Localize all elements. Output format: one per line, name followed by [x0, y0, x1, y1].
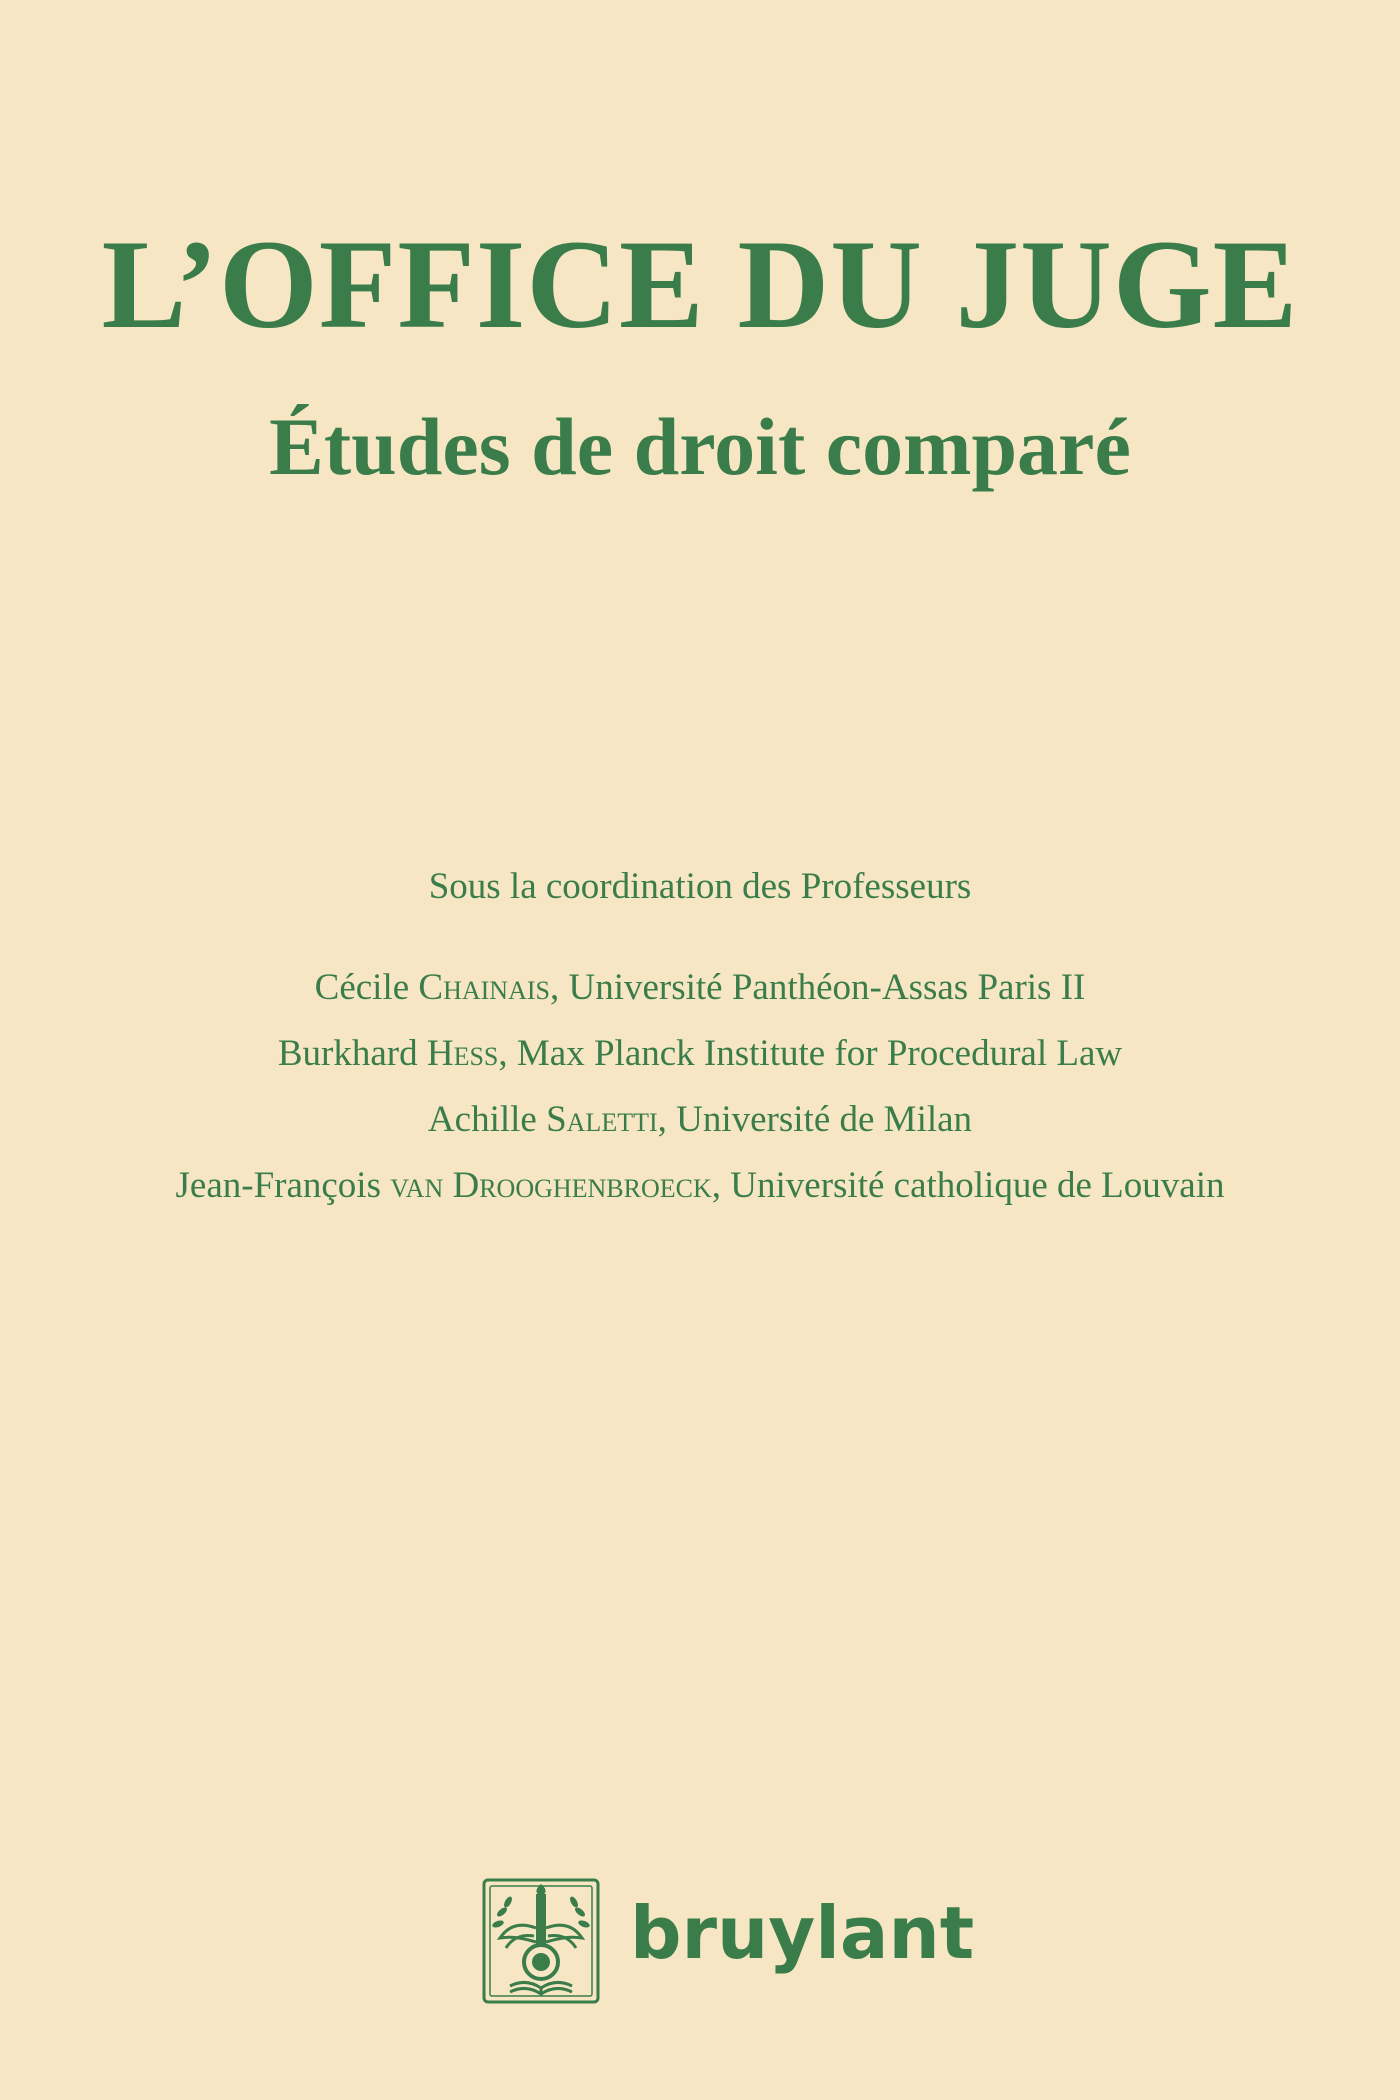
author-first-name: Achille — [427, 1099, 547, 1140]
author-line — [0, 955, 1400, 1021]
author-first-name: Cécile — [314, 967, 419, 1008]
author-first-name: Burkhard — [277, 1033, 427, 1074]
author-line — [0, 1153, 1400, 1219]
coordination-line: Sous la coordination des Professeurs — [428, 866, 972, 907]
publisher-name: bruylant — [630, 1891, 975, 1975]
author-first-name: Jean-François — [175, 1165, 391, 1206]
book-subtitle: Études de droit comparé — [269, 401, 1131, 492]
publisher-seal-icon — [480, 1876, 602, 2006]
book-title: L’OFFICE DU JUGE — [101, 215, 1299, 355]
publisher-logo — [480, 1876, 975, 2006]
author-affiliation: , Université catholique de Louvain — [711, 1165, 1225, 1206]
author-affiliation: , Université de Milan — [657, 1099, 973, 1140]
author-line — [0, 1087, 1400, 1153]
author-last-name: Chainais — [418, 967, 550, 1008]
author-last-name: van Drooghenbroeck — [390, 1165, 712, 1206]
author-list — [0, 955, 1400, 1219]
author-affiliation: , Max Planck Institute for Procedural Law — [498, 1033, 1123, 1074]
author-last-name: Hess — [426, 1033, 499, 1074]
author-line — [0, 1021, 1400, 1087]
author-affiliation: , Université Panthéon-Assas Paris II — [549, 967, 1086, 1008]
author-last-name: Saletti — [546, 1099, 658, 1140]
